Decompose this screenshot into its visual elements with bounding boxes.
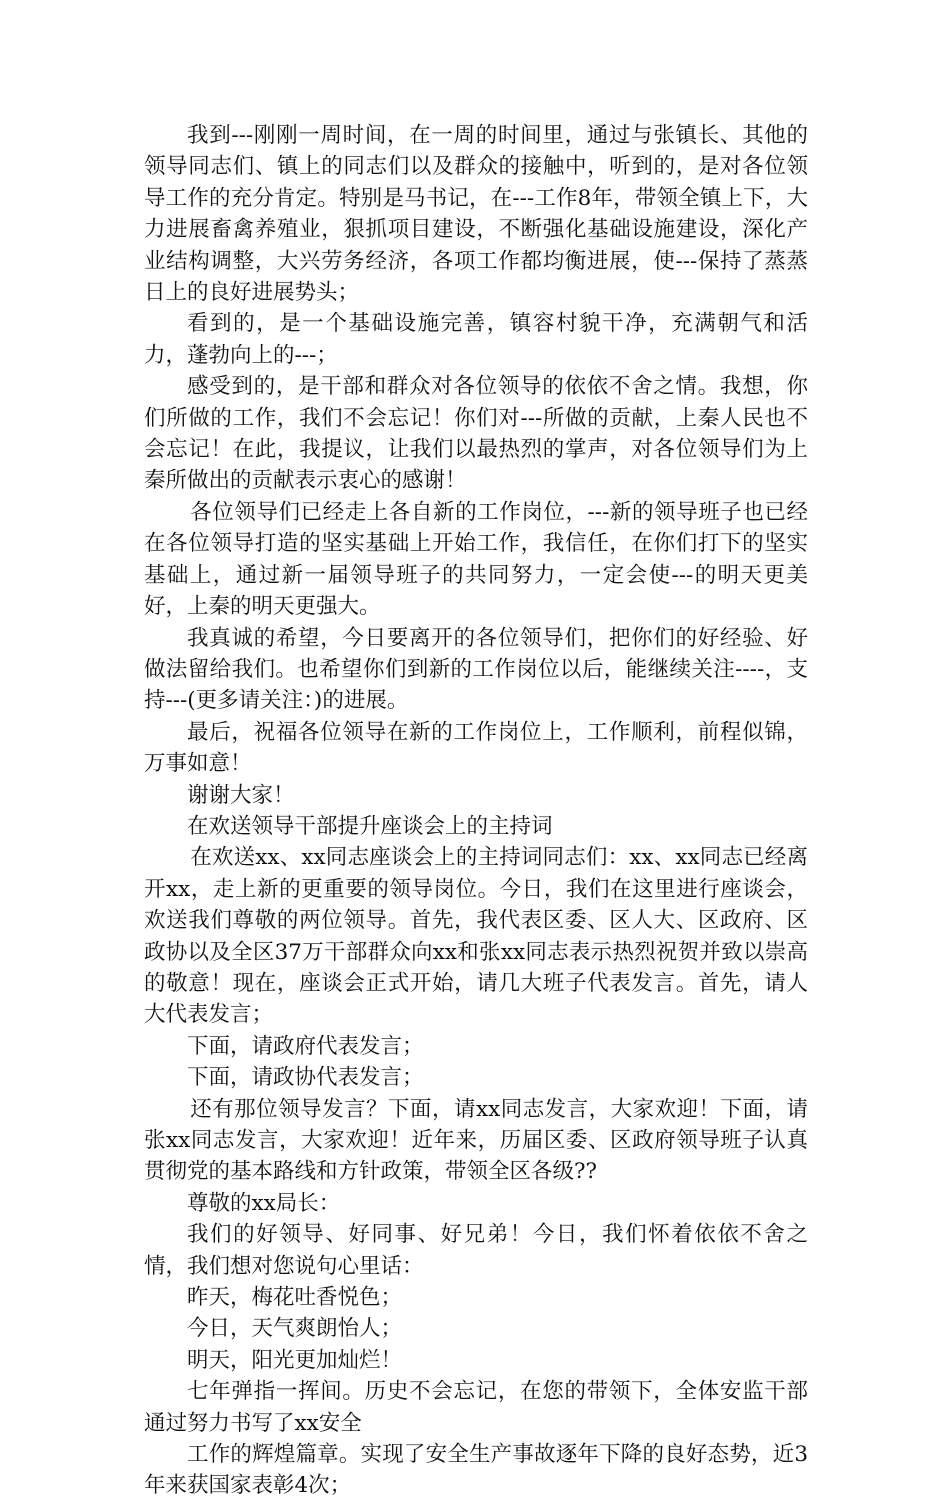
paragraph: 还有那位领导发言？下面，请xx同志发言，大家欢迎！下面，请张xx同志发言，大家欢迎！近年来，历届区委、区政府领导班子认真贯彻党的基本路线和方针政策，带领全区各级?? (144, 1096, 808, 1185)
paragraph: 今日，天气爽朗怡人； (187, 1316, 403, 1342)
paragraph: 下面，请政府代表发言； (187, 1033, 424, 1059)
paragraph: 昨天，梅花吐香悦色； (187, 1285, 403, 1311)
paragraph: 我到---刚刚一周时间，在一周的时间里，通过与张镇长、其他的领导同志们、镇上的同志们以及群众的接触中，听到的，是对各位领导工作的充分肯定。特别是马书记，在---工作8年，带领全镇上下，大力进展畜禽养殖业，狠抓项目建设，不断强化基础设施建设，深化产业结构调整，大兴劳务经济，各项工作都均衡进展，使---保持了蒸蒸日上的良好进展势头； (144, 123, 808, 306)
paragraph: 尊敬的xx局长： (187, 1190, 341, 1216)
paragraph: 在欢送xx、xx同志座谈会上的主持词同志们：xx、xx同志已经离开xx，走上新的更重要的领导岗位。今日，我们在这里进行座谈会，欢送我们尊敬的两位领导。首先，我代表区委、区人大、区政府、区政协以及全区37万干部群众向xx和张xx同志表示热烈祝贺并致以崇高的敬意！现在，座谈会正式开始，请几大班子代表发言。首先，请人大代表发言； (144, 845, 808, 1028)
paragraph: 七年弹指一挥间。历史不会忘记，在您的带领下，全体安监干部通过努力书写了xx安全 (144, 1379, 808, 1436)
paragraph: 明天，阳光更加灿烂！ (187, 1347, 403, 1373)
paragraph: 工作的辉煌篇章。实现了安全生产事故逐年下降的良好态势，近3年来获国家表彰4次； (144, 1442, 808, 1499)
document-body (144, 120, 808, 1502)
paragraph: 我们的好领导、好同事、好兄弟！今日，我们怀着依依不舍之情，我们想对您说句心里话： (144, 1222, 808, 1279)
paragraph: 我真诚的希望，今日要离开的各位领导们，把你们的好经验、好做法留给我们。也希望你们到新的工作岗位以后，能继续关注----，支持---(更多请关注：)的进展。 (144, 625, 808, 714)
paragraph: 谢谢大家！ (187, 782, 295, 808)
paragraph: 看到的，是一个基础设施完善，镇容村貌干净，充满朝气和活力，蓬勃向上的---； (144, 311, 808, 368)
paragraph: 感受到的，是干部和群众对各位领导的依依不舍之情。我想，你们所做的工作，我们不会忘记！你们对---所做的贡献，上秦人民也不会忘记！在此，我提议，让我们以最热烈的掌声，对各位领导们为上秦所做出的贡献表示衷心的感谢！ (144, 374, 808, 494)
paragraph: 各位领导们已经走上各自新的工作岗位，---新的领导班子也已经在各位领导打造的坚实基础上开始工作，我信任，在你们打下的坚实基础上，通过新一届领导班子的共同努力，一定会使---的明天更美好，上秦的明天更强大。 (144, 499, 808, 620)
paragraph: 最后，祝福各位领导在新的工作岗位上，工作顺利，前程似锦，万事如意！ (144, 719, 808, 777)
paragraph: 下面，请政协代表发言； (187, 1065, 424, 1091)
section-title: 在欢送领导干部提升座谈会上的主持词 (187, 813, 553, 839)
